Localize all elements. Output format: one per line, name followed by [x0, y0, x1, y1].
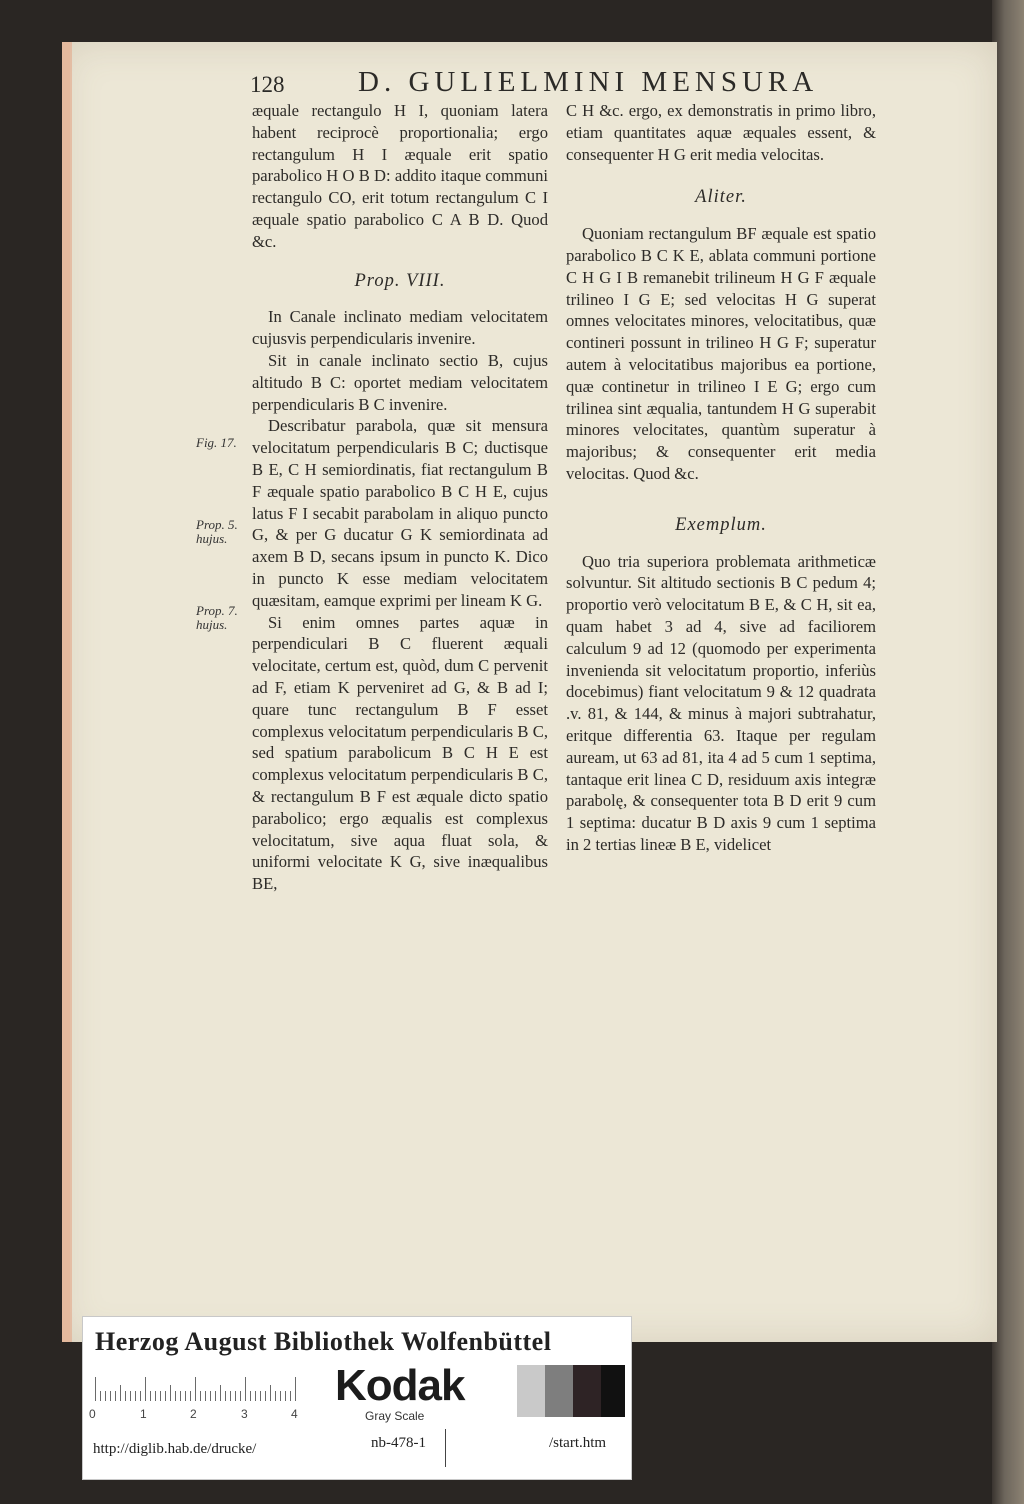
- gray-patch: [545, 1365, 573, 1417]
- ruler-tick: [185, 1391, 186, 1401]
- ruler-tick: [165, 1391, 166, 1401]
- digital-library-url: http://diglib.hab.de/drucke/: [93, 1441, 257, 1457]
- ruler-tick: [140, 1391, 141, 1401]
- library-name: Herzog August Bibliothek Wolfenbüttel: [95, 1327, 552, 1356]
- ruler-tick: [225, 1391, 226, 1401]
- footer-divider: [445, 1429, 446, 1467]
- ruler-tick: [270, 1385, 271, 1401]
- ruler-tick: [240, 1391, 241, 1401]
- ruler-tick: [255, 1391, 256, 1401]
- ruler-tick: [180, 1391, 181, 1401]
- ruler-tick: [220, 1385, 221, 1401]
- left-paragraph-1: æquale rectangulo H I, quoniam latera habent reciprocè proportionalia; ergo rectangulum H I æquale erit spatio parabolico H O B D: addito itaque communi rectangulo CO, erit totum rectangulum C I æquale spatio parabolico C A B D. Quod &c.: [252, 101, 548, 251]
- ruler-tick: [145, 1377, 146, 1401]
- right-paragraph-1: C H &c. ergo, ex demonstratis in primo libro, etiam quantitates aquæ æquales essent, & consequenter H G erit media velocitas.: [566, 101, 876, 164]
- ruler-tick: [290, 1391, 291, 1401]
- ruler-tick: [95, 1377, 96, 1401]
- ruler-label: 4: [291, 1407, 298, 1421]
- left-paragraph-2: In Canale inclinato mediam velocitatem cujusvis perpendicularis invenire.: [252, 307, 548, 349]
- ruler-tick: [155, 1391, 156, 1401]
- start-page-url: /start.htm: [549, 1435, 607, 1451]
- ruler-tick: [275, 1391, 276, 1401]
- ruler-tick: [115, 1391, 116, 1401]
- running-title: D. GULIELMINI MENSURA: [358, 66, 819, 98]
- ruler-label: 1: [140, 1407, 147, 1421]
- ruler-tick: [265, 1391, 266, 1401]
- ruler-tick: [160, 1391, 161, 1401]
- ruler-tick: [215, 1391, 216, 1401]
- ruler-tick: [130, 1391, 131, 1401]
- margin-note-prop7: Prop. 7. hujus.: [196, 603, 238, 632]
- right-paragraph-2: Quoniam rectangulum BF æquale est spatio parabolico B C K E, ablata communi portione C H G I B remanebit trilineum H G F æquale trilineo I G E; sed velocitas H G superat omnes velocitates minores, velocitatibus, quæ contineri possunt in trilineo H G F; superatur autem à velocitatibus majoribus ea portione, quæ continetur in trilineo I E G; ergo cum trilinea sint æqualia, tantundem H G superabit minores velocitates, quantùm superatur à majoribus; & consequenter erit media velocitas. Quod &c.: [566, 224, 876, 483]
- ruler-tick: [125, 1391, 126, 1401]
- ruler-tick: [100, 1391, 101, 1401]
- ruler-tick: [135, 1391, 136, 1401]
- ruler-label: 2: [190, 1407, 197, 1421]
- ruler-tick: [230, 1391, 231, 1401]
- ruler-tick: [245, 1377, 246, 1401]
- ruler-numbers: [89, 1407, 309, 1425]
- right-column: [566, 100, 876, 856]
- color-target-card: [82, 1316, 632, 1480]
- exemplum-heading: Exemplum.: [675, 514, 767, 535]
- ruler-tick: [210, 1391, 211, 1401]
- gray-scale-patches: [517, 1365, 625, 1417]
- ruler-tick: [200, 1391, 201, 1401]
- scale-ruler: [95, 1377, 300, 1401]
- ruler-tick: [295, 1377, 296, 1401]
- shelfmark: nb-478-1: [371, 1435, 426, 1451]
- left-paragraph-4: Describatur parabola, quæ sit mensura velocitatum perpendicularis B C; ductisque B E, C H semiordinatis, fiat rectangulum B F æquale spatio parabolico B C H E, cujus latus F I secabit parabolam in aliquo puncto G, & per G ducatur G K semiordinata ad axem B D, secans ipsum in puncto K. Dico in puncto K esse mediam velocitatem quæsitam, eamque exprimi per lineam K G.: [252, 416, 548, 610]
- proposition-heading: Prop. VIII.: [354, 270, 446, 291]
- ruler-tick: [195, 1377, 196, 1401]
- ruler-tick: [235, 1391, 236, 1401]
- left-paragraph-3: Sit in canale inclinato sectio B, cujus altitudo B C: oportet mediam velocitatem perpendicularis B C invenire.: [252, 350, 548, 414]
- ruler-label: 0: [89, 1407, 96, 1421]
- margin-note-fig: Fig. 17.: [196, 435, 237, 450]
- ruler-tick: [285, 1391, 286, 1401]
- margin-note-prop5: Prop. 5. hujus.: [196, 517, 238, 546]
- left-paragraph-5: Si enim omnes partes aquæ in perpendiculari B C fluerent æquali velocitate, certum est, quòd, dum C pervenit ad F, etiam K perveniret ad G, & B ad I; quare tunc rectangulum B F esset complexus velocitatum perpendicularis B C, sed spatium parabolicum B C H E est complexus velocitatum perpendicularis B C, & rectangulum B F est æquale dicto spatio parabolico; ergo æqualis est complexus velocitatum, sive aqua fluat sola, & uniformi velocitate K G, sive inæqualibus BE,: [252, 612, 548, 894]
- ruler-tick: [250, 1391, 251, 1401]
- ruler-tick: [170, 1385, 171, 1401]
- ruler-tick: [205, 1391, 206, 1401]
- aliter-heading: Aliter.: [695, 187, 747, 208]
- gray-patch: [573, 1365, 601, 1417]
- gray-patch: [601, 1365, 625, 1417]
- ruler-tick: [150, 1391, 151, 1401]
- ruler-tick: [175, 1391, 176, 1401]
- ruler-label: 3: [241, 1407, 248, 1421]
- ruler-tick: [190, 1391, 191, 1401]
- ruler-tick: [110, 1391, 111, 1401]
- page-number: 128: [250, 72, 285, 97]
- gray-scale-label: Gray Scale: [365, 1409, 425, 1423]
- ruler-tick: [280, 1391, 281, 1401]
- left-column: [252, 100, 548, 895]
- ruler-tick: [260, 1391, 261, 1401]
- right-paragraph-3: Quo tria superiora problemata arithmeticæ solvuntur. Sit altitudo sectionis B C pedum 4; proportio verò velocitatum B E, & C H, sit ea, quam habet 3 ad 4, sive ad faciliorem calculum 9 ad 12 (quomodo per experimenta invenienda sit velocitatum proportio, inferiùs docebimus) fiant velocitatum 9 & 12 quadrata .v. 81, & 144, & minus à majori subtrahatur, eritque differentia 63. Itaque per regulam auream, ut 63 ad 81, ita 4 ad 5 cum 1 septima, tantaque erit linea C D, residuum axis integræ parabolę, & consequenter tota B D erit 9 cum 1 septima: ducatur B D axis 9 cum 1 septima in 2 tertias lineæ B E, videlicet: [566, 551, 876, 854]
- ruler-tick: [105, 1391, 106, 1401]
- ruler-tick: [120, 1385, 121, 1401]
- page-fore-edge: [62, 42, 72, 1342]
- kodak-logo: Kodak: [335, 1361, 465, 1410]
- gray-patch: [517, 1365, 545, 1417]
